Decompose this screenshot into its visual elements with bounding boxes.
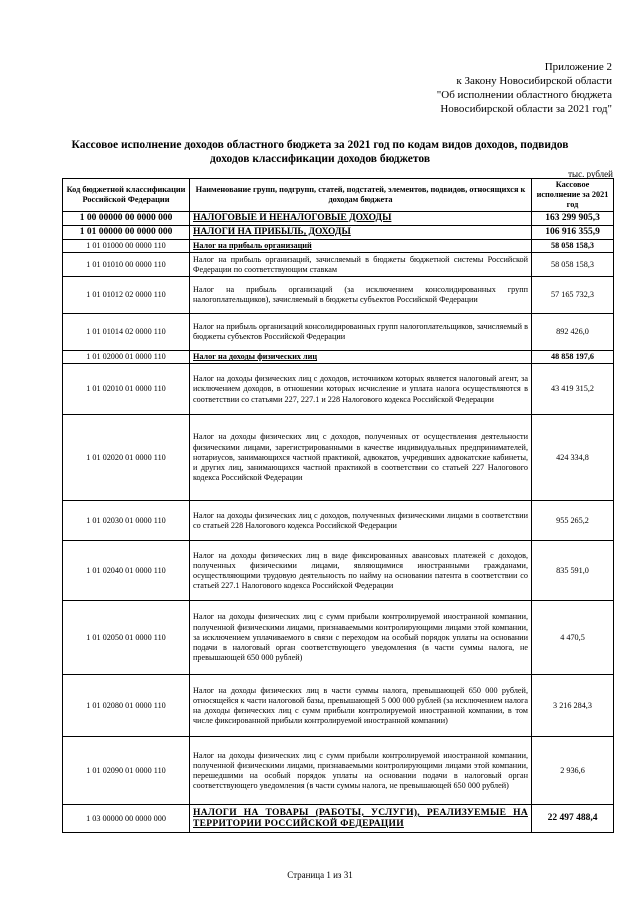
table-row	[63, 415, 614, 501]
appendix-header	[372, 60, 612, 116]
row-name: Налог на доходы физических лиц в виде фиксированных авансовых платежей с доходов, полученных физическими лицами, являющимися иностранными гражданами, осуществляющими трудовую деятельность по найму на основании патента в соответствии со статьей 227.1 Налогового кодекса Российской Федерации	[190, 541, 532, 601]
appendix-line-1: Приложение 2	[544, 61, 612, 73]
table-row	[63, 501, 614, 541]
table-row	[63, 240, 614, 253]
appendix-line-2: к Закону Новосибирской области	[456, 75, 612, 87]
table-row	[63, 805, 614, 833]
row-name: Налог на прибыль организаций (за исключением консолидированных групп налогоплательщиков), зачисляемый в бюджеты субъектов Российской Федерации	[190, 277, 532, 314]
appendix-line-4: Новосибирской области за 2021 год"	[440, 103, 612, 115]
row-name: Налог на прибыль организаций	[190, 240, 532, 253]
row-name: Налог на доходы физических лиц с доходов, полученных физическими лицами в соответствии со статьей 228 Налогового кодекса Российской Федерации	[190, 501, 532, 541]
row-code: 1 01 02020 01 0000 110	[63, 415, 190, 501]
row-code: 1 01 01010 00 0000 110	[63, 253, 190, 277]
table-row	[63, 675, 614, 737]
header-amount: Кассовое исполнение за 2021 год	[532, 179, 614, 212]
row-name: Налог на прибыль организаций, зачисляемый в бюджеты бюджетной системы Российской Федерации по соответствующим ставкам	[190, 253, 532, 277]
row-name: Налог на прибыль организаций консолидированных групп налогоплательщиков, зачисляемый в бюджеты субъектов Российской Федерации	[190, 314, 532, 351]
row-code: 1 01 02030 01 0000 110	[63, 501, 190, 541]
row-amount: 2 936,6	[532, 737, 614, 805]
row-code: 1 01 00000 00 0000 000	[63, 226, 190, 240]
row-code: 1 01 02000 01 0000 110	[63, 351, 190, 364]
row-amount: 57 165 732,3	[532, 277, 614, 314]
row-code: 1 01 02040 01 0000 110	[63, 541, 190, 601]
row-name: НАЛОГИ НА ТОВАРЫ (РАБОТЫ, УСЛУГИ), РЕАЛИЗУЕМЫЕ НА ТЕРРИТОРИИ РОССИЙСКОЙ ФЕДЕРАЦИИ	[190, 805, 532, 833]
row-name: Налог на доходы физических лиц с сумм прибыли контролируемой иностранной компании, полученной физическими лицами, признаваемыми контролирующими лицами этой компании, за исключением уплачиваемого в связи с переходом на особый порядок уплаты на основании подачи в налоговый орган соответствующего уведомления (в части суммы налога, не превышающей 650 000 рублей)	[190, 601, 532, 675]
row-amount: 835 591,0	[532, 541, 614, 601]
row-code: 1 01 01012 02 0000 110	[63, 277, 190, 314]
appendix-line-3: "Об исполнении областного бюджета	[436, 89, 612, 101]
row-amount: 3 216 284,3	[532, 675, 614, 737]
row-code: 1 00 00000 00 0000 000	[63, 212, 190, 226]
row-amount: 955 265,2	[532, 501, 614, 541]
table-row	[63, 253, 614, 277]
table-row	[63, 364, 614, 415]
row-name: Налог на доходы физических лиц с сумм прибыли контролируемой иностранной компании, полученной физическими лицами, признаваемыми контролирующими лицами этой компании, перешедшими на особый порядок уплаты на основании подачи в налоговый орган соответствующего уведомления (в части суммы налога, не превышающей 650 000 рублей)	[190, 737, 532, 805]
row-name: Налог на доходы физических лиц с доходов, полученных от осуществления деятельности физическими лицами, зарегистрированными в качестве индивидуальных предпринимателей, нотариусов, занимающихся частной практикой, адвокатов, учредивших адвокатские кабинеты, и других лиц, занимающихся частной практикой в соответствии со статьей 227 Налогового кодекса Российской Федерации	[190, 415, 532, 501]
row-code: 1 01 02050 01 0000 110	[63, 601, 190, 675]
table-row	[63, 541, 614, 601]
row-amount: 424 334,8	[532, 415, 614, 501]
row-amount: 163 299 905,3	[532, 212, 614, 226]
table-row	[63, 601, 614, 675]
row-code: 1 01 01000 00 0000 110	[63, 240, 190, 253]
table-row	[63, 277, 614, 314]
header-name: Наименование групп, подгрупп, статей, подстатей, элементов, подвидов, относящихся к доходам бюджета	[190, 179, 532, 212]
row-code: 1 01 02090 01 0000 110	[63, 737, 190, 805]
row-code: 1 01 02080 01 0000 110	[63, 675, 190, 737]
revenue-table	[62, 178, 614, 833]
table-row	[63, 212, 614, 226]
row-amount: 58 058 158,3	[532, 240, 614, 253]
row-name: Налог на доходы физических лиц	[190, 351, 532, 364]
table-row	[63, 314, 614, 351]
table-row	[63, 351, 614, 364]
row-name: НАЛОГОВЫЕ И НЕНАЛОГОВЫЕ ДОХОДЫ	[190, 212, 532, 226]
row-code: 1 01 01014 02 0000 110	[63, 314, 190, 351]
units-label: тыс. рублей	[568, 169, 613, 179]
row-code: 1 03 00000 00 0000 000	[63, 805, 190, 833]
row-amount: 22 497 488,4	[532, 805, 614, 833]
table-row	[63, 226, 614, 240]
table-header-row	[63, 179, 614, 212]
row-code: 1 01 02010 01 0000 110	[63, 364, 190, 415]
row-name: Налог на доходы физических лиц с доходов, источником которых является налоговый агент, за исключением доходов, в отношении которых исчисление и уплата налога осуществляются в соответствии со статьями 227, 227.1 и 228 Налогового кодекса Российской Федерации	[190, 364, 532, 415]
row-amount: 48 858 197,6	[532, 351, 614, 364]
row-name: НАЛОГИ НА ПРИБЫЛЬ, ДОХОДЫ	[190, 226, 532, 240]
row-amount: 106 916 355,9	[532, 226, 614, 240]
table-row	[63, 737, 614, 805]
row-amount: 58 058 158,3	[532, 253, 614, 277]
row-amount: 892 426,0	[532, 314, 614, 351]
row-amount: 4 470,5	[532, 601, 614, 675]
header-code: Код бюджетной классификации Российской Федерации	[63, 179, 190, 212]
row-name: Налог на доходы физических лиц в части суммы налога, превышающей 650 000 рублей, относящейся к части налоговой базы, превышающей 5 000 000 рублей (за исключением налога на доходы физических лиц с сумм прибыли контролируемой иностранной компании, в том числе фиксированной прибыли контролируемой иностранной компании)	[190, 675, 532, 737]
page-footer: Страница 1 из 31	[287, 870, 353, 880]
document-title: Кассовое исполнение доходов областного бюджета за 2021 год по кодам видов доходов, подвидов доходов классификации доходов бюджетов	[71, 139, 569, 165]
row-amount: 43 419 315,2	[532, 364, 614, 415]
